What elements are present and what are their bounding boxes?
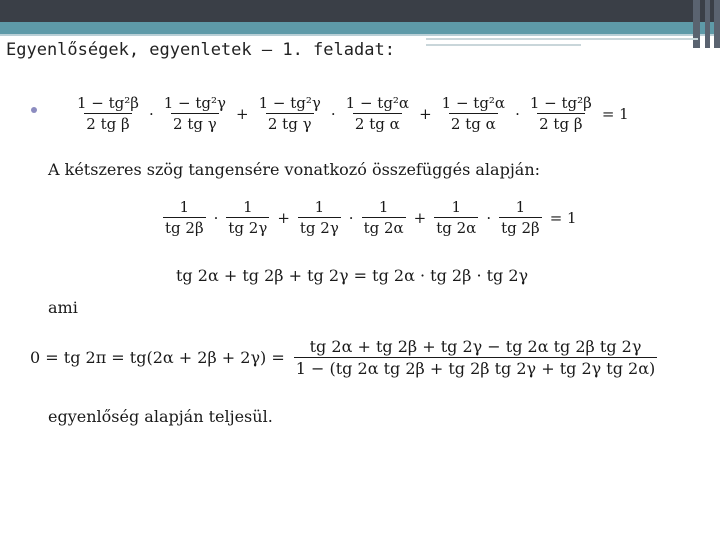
- equation-lhs: 0 = tg 2π = tg(2α + 2β + 2γ) =: [30, 348, 285, 367]
- header-bar-dark: [0, 0, 720, 22]
- fraction: $\frac{1}{tg 2\gamma}$: [228, 198, 268, 237]
- equation-2: $\frac{1}{tg 2\beta}$ · $\frac{1}{tg 2\gamma}$ + $\frac{1}{tg 2\gamma}$ · $\frac{1}{tg 2\alpha}$ + $\frac{1}{tg 2\alpha}$ · $\frac{1}{tg 2\beta}$ = 1: [165, 198, 577, 237]
- equation-1: $\frac{\text{1 − tg²β}}{\text{2 tg β}}$ · $\frac{\text{1 − tg²γ}}{\text{2 tg γ}}$ + $\frac{\text{1 − tg²γ}}{\text{2 tg γ}}$ · $\frac{\text{1 − tg²α}}{\text{2 tg α}}$ + $\frac{\text{1 − tg²α}}{\text{2 tg α}}$ · $\frac{\text{1 − tg²β}}{\text{2 tg β}}$ = 1: [77, 94, 629, 133]
- fraction: $\frac{\text{1 − tg²α}}{\text{2 tg α}}$: [441, 94, 506, 133]
- header-block: [693, 0, 700, 48]
- title-rule: [426, 38, 698, 40]
- equation-rhs: = 1: [601, 104, 629, 123]
- equation-rhs: = 1: [549, 208, 577, 227]
- fraction: $\frac{1}{tg 2\gamma}$: [299, 198, 339, 237]
- slide-title: Egyenlőségek, egyenletek – 1. feladat:: [6, 40, 399, 62]
- fraction: $\frac{\text{1 − tg²β}}{\text{2 tg β}}$: [77, 94, 139, 133]
- fraction: $\frac{\text{1 − tg²γ}}{\text{2 tg γ}}$: [163, 94, 227, 133]
- fraction: $\frac{\text{1 − tg²α}}{\text{2 tg α}}$: [345, 94, 410, 133]
- fraction: $\frac{\text{1 − tg²β}}{\text{2 tg β}}$: [529, 94, 592, 133]
- title-rule: [426, 44, 581, 46]
- equation-3: tg 2α + tg 2β + tg 2γ = tg 2α · tg 2β · tg 2γ: [176, 266, 529, 285]
- header-bar-teal: [0, 22, 720, 34]
- fraction: $\frac{1}{tg 2\beta}$: [165, 198, 204, 237]
- paragraph-1: A kétszeres szög tangensére vonatkozó összefüggés alapján:: [48, 160, 541, 179]
- header-block: [714, 0, 720, 48]
- fraction: $\frac{1}{tg 2\alpha}$: [363, 198, 404, 237]
- paragraph-2: ami: [48, 298, 78, 317]
- header-bar-thin: [0, 34, 720, 36]
- header-block: [705, 0, 710, 48]
- fraction: $\frac{\text{1 − tg²γ}}{\text{2 tg γ}}$: [258, 94, 321, 133]
- fraction: $\frac{1}{tg 2\alpha}$: [436, 198, 477, 237]
- bullet-icon: [31, 107, 37, 113]
- paragraph-3: egyenlőség alapján teljesül.: [48, 407, 273, 426]
- fraction: $\frac{1}{tg 2\beta}$: [501, 198, 540, 237]
- equation-4: [30, 337, 660, 378]
- fraction: $\frac{\text{tg 2α + tg 2β + tg 2γ − tg 2α tg 2β tg 2γ}}{\text{1 − (tg 2α tg 2β + tg 2β tg 2γ + tg 2γ tg 2α)}}$: [295, 337, 656, 378]
